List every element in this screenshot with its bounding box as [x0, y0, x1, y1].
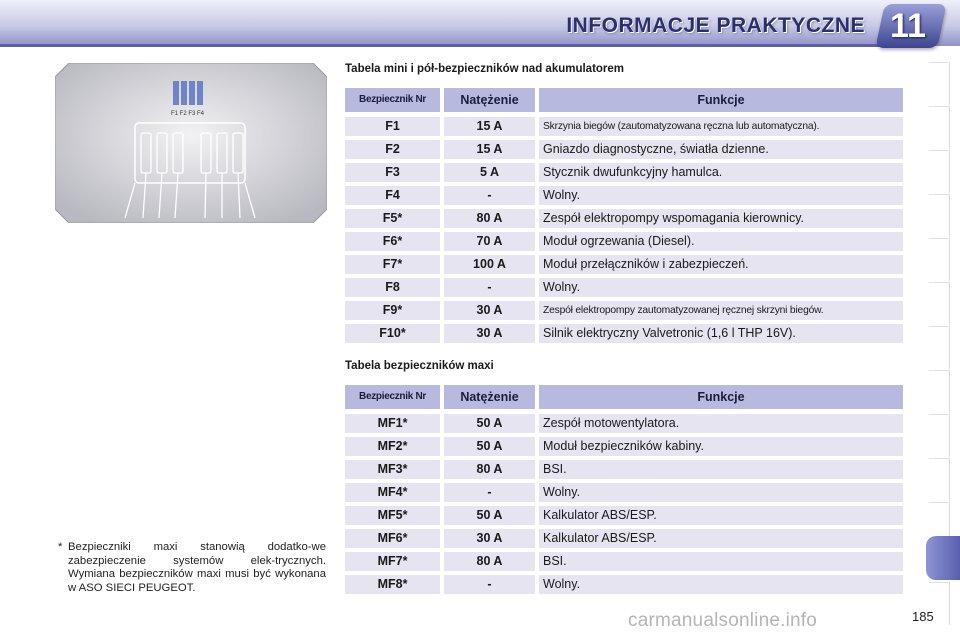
fuse-function: Wolny.	[539, 278, 903, 297]
table-row	[345, 437, 903, 456]
fuse-current: 80 A	[444, 552, 535, 571]
table-header-row	[345, 88, 903, 107]
fuse-box-illustration	[55, 63, 327, 223]
page-number: 185	[912, 609, 934, 624]
fuse-number: F1	[345, 117, 440, 136]
fuse-current: 80 A	[444, 209, 535, 228]
table-row	[345, 324, 903, 343]
fuse-current: 30 A	[444, 529, 535, 548]
fuse-function: Zespół elektropompy zautomatyzowanej ręcznej skrzyni biegów.	[539, 301, 903, 320]
table-header-row	[345, 385, 903, 404]
fuse-number: F5*	[345, 209, 440, 228]
table-row	[345, 140, 903, 159]
header-functions: Funkcje	[539, 88, 903, 112]
table-row	[345, 414, 903, 433]
table-row	[345, 552, 903, 571]
fuse-function: Zespół elektropompy wspomagania kierownicy.	[539, 209, 903, 228]
fuse-function: Stycznik dwufunkcyjny hamulca.	[539, 163, 903, 182]
header-current: Natężenie	[444, 385, 535, 409]
chapter-tab-active[interactable]	[926, 536, 960, 580]
fuse-box-drawing	[55, 63, 327, 223]
table-row	[345, 506, 903, 525]
header-fuse-no: Bezpiecznik Nr	[345, 88, 440, 112]
table1-title: Tabela mini i pół-bezpieczników nad akumulatorem	[345, 63, 625, 75]
fuse-current: 30 A	[444, 301, 535, 320]
fuse-function: Moduł bezpieczników kabiny.	[539, 437, 903, 456]
table-row	[345, 278, 903, 297]
table-row	[345, 209, 903, 228]
table-row	[345, 575, 903, 594]
watermark: carmanualsonline.info	[628, 610, 818, 631]
chapter-tab[interactable]	[929, 458, 950, 501]
chapter-tab[interactable]	[929, 106, 950, 149]
fuse-function: Wolny.	[539, 483, 903, 502]
chapter-tab[interactable]	[929, 62, 950, 105]
fuse-function: BSI.	[539, 552, 903, 571]
fuse-function: Moduł przełączników i zabezpieczeń.	[539, 255, 903, 274]
footnote	[58, 541, 326, 595]
fuse-current: 15 A	[444, 117, 535, 136]
fuse-number: MF2*	[345, 437, 440, 456]
footnote-text: Bezpieczniki maxi stanowią dodatko-we zabezpieczenie systemów elek-trycznych. Wymiana bezpieczników maxi musi być wykonana w ASO SIECI PEUGEOT.	[68, 541, 326, 594]
fuse-number: F8	[345, 278, 440, 297]
fuse-number: F9*	[345, 301, 440, 320]
fuse-number: F4	[345, 186, 440, 205]
fuse-function: Kalkulator ABS/ESP.	[539, 506, 903, 525]
table-row	[345, 117, 903, 136]
chapter-number: 11	[890, 7, 926, 45]
fuse-labels: F1 F2 F3 F4	[171, 111, 205, 117]
table-row	[345, 186, 903, 205]
fuse-number: MF6*	[345, 529, 440, 548]
chapter-tab[interactable]	[929, 238, 950, 281]
fuse-current: -	[444, 186, 535, 205]
fuse-number: MF1*	[345, 414, 440, 433]
fuse-current: -	[444, 575, 535, 594]
chapter-title: INFORMACJE PRAKTYCZNE	[566, 14, 865, 37]
chapter-tabs	[928, 62, 960, 582]
fuse-number: F6*	[345, 232, 440, 251]
table-row	[345, 163, 903, 182]
fuse-number: MF3*	[345, 460, 440, 479]
fuse-current: 80 A	[444, 460, 535, 479]
fuse-current: 50 A	[444, 506, 535, 525]
fuse-function: Kalkulator ABS/ESP.	[539, 529, 903, 548]
fuse-current: 5 A	[444, 163, 535, 182]
table-row	[345, 460, 903, 479]
fuse-number: F10*	[345, 324, 440, 343]
header-rule	[0, 44, 890, 47]
fuse-number: MF5*	[345, 506, 440, 525]
fuse-function: Moduł ogrzewania (Diesel).	[539, 232, 903, 251]
fuse-number: F2	[345, 140, 440, 159]
fuse-function: BSI.	[539, 460, 903, 479]
table-row	[345, 301, 903, 320]
table-row	[345, 255, 903, 274]
fuse-current: 30 A	[444, 324, 535, 343]
header-functions: Funkcje	[539, 385, 903, 409]
fuse-function: Zespół motowentylatora.	[539, 414, 903, 433]
fuse-current: 50 A	[444, 414, 535, 433]
fuse-current: 50 A	[444, 437, 535, 456]
fuse-number: MF4*	[345, 483, 440, 502]
chapter-tab[interactable]	[929, 282, 950, 325]
fuse-current: 100 A	[444, 255, 535, 274]
fuse-function: Wolny.	[539, 575, 903, 594]
fuse-current: -	[444, 483, 535, 502]
fuse-number: MF8*	[345, 575, 440, 594]
header-fuse-no: Bezpiecznik Nr	[345, 385, 440, 409]
header-current: Natężenie	[444, 88, 535, 112]
fuse-function: Gniazdo diagnostyczne, światła dzienne.	[539, 140, 903, 159]
chapter-tab[interactable]	[929, 326, 950, 369]
chapter-tab[interactable]	[929, 414, 950, 457]
page-header	[0, 0, 960, 52]
fuse-function: Skrzynia biegów (zautomatyzowana ręczna lub automatyczna).	[539, 117, 903, 136]
chapter-tab[interactable]	[929, 194, 950, 237]
table-row	[345, 483, 903, 502]
chapter-tab[interactable]	[929, 150, 950, 193]
fuse-function: Silnik elektryczny Valvetronic (1,6 l THP 16V).	[539, 324, 903, 343]
footnote-mark: *	[58, 541, 63, 553]
fuse-number: F3	[345, 163, 440, 182]
fuse-current: -	[444, 278, 535, 297]
fuse-current: 15 A	[444, 140, 535, 159]
table-row	[345, 529, 903, 548]
chapter-tab[interactable]	[929, 370, 950, 413]
fuse-number: MF7*	[345, 552, 440, 571]
fuse-number: F7*	[345, 255, 440, 274]
table2-title: Tabela bezpieczników maxi	[345, 360, 494, 372]
fuse-current: 70 A	[444, 232, 535, 251]
fuse-function: Wolny.	[539, 186, 903, 205]
table-row	[345, 232, 903, 251]
